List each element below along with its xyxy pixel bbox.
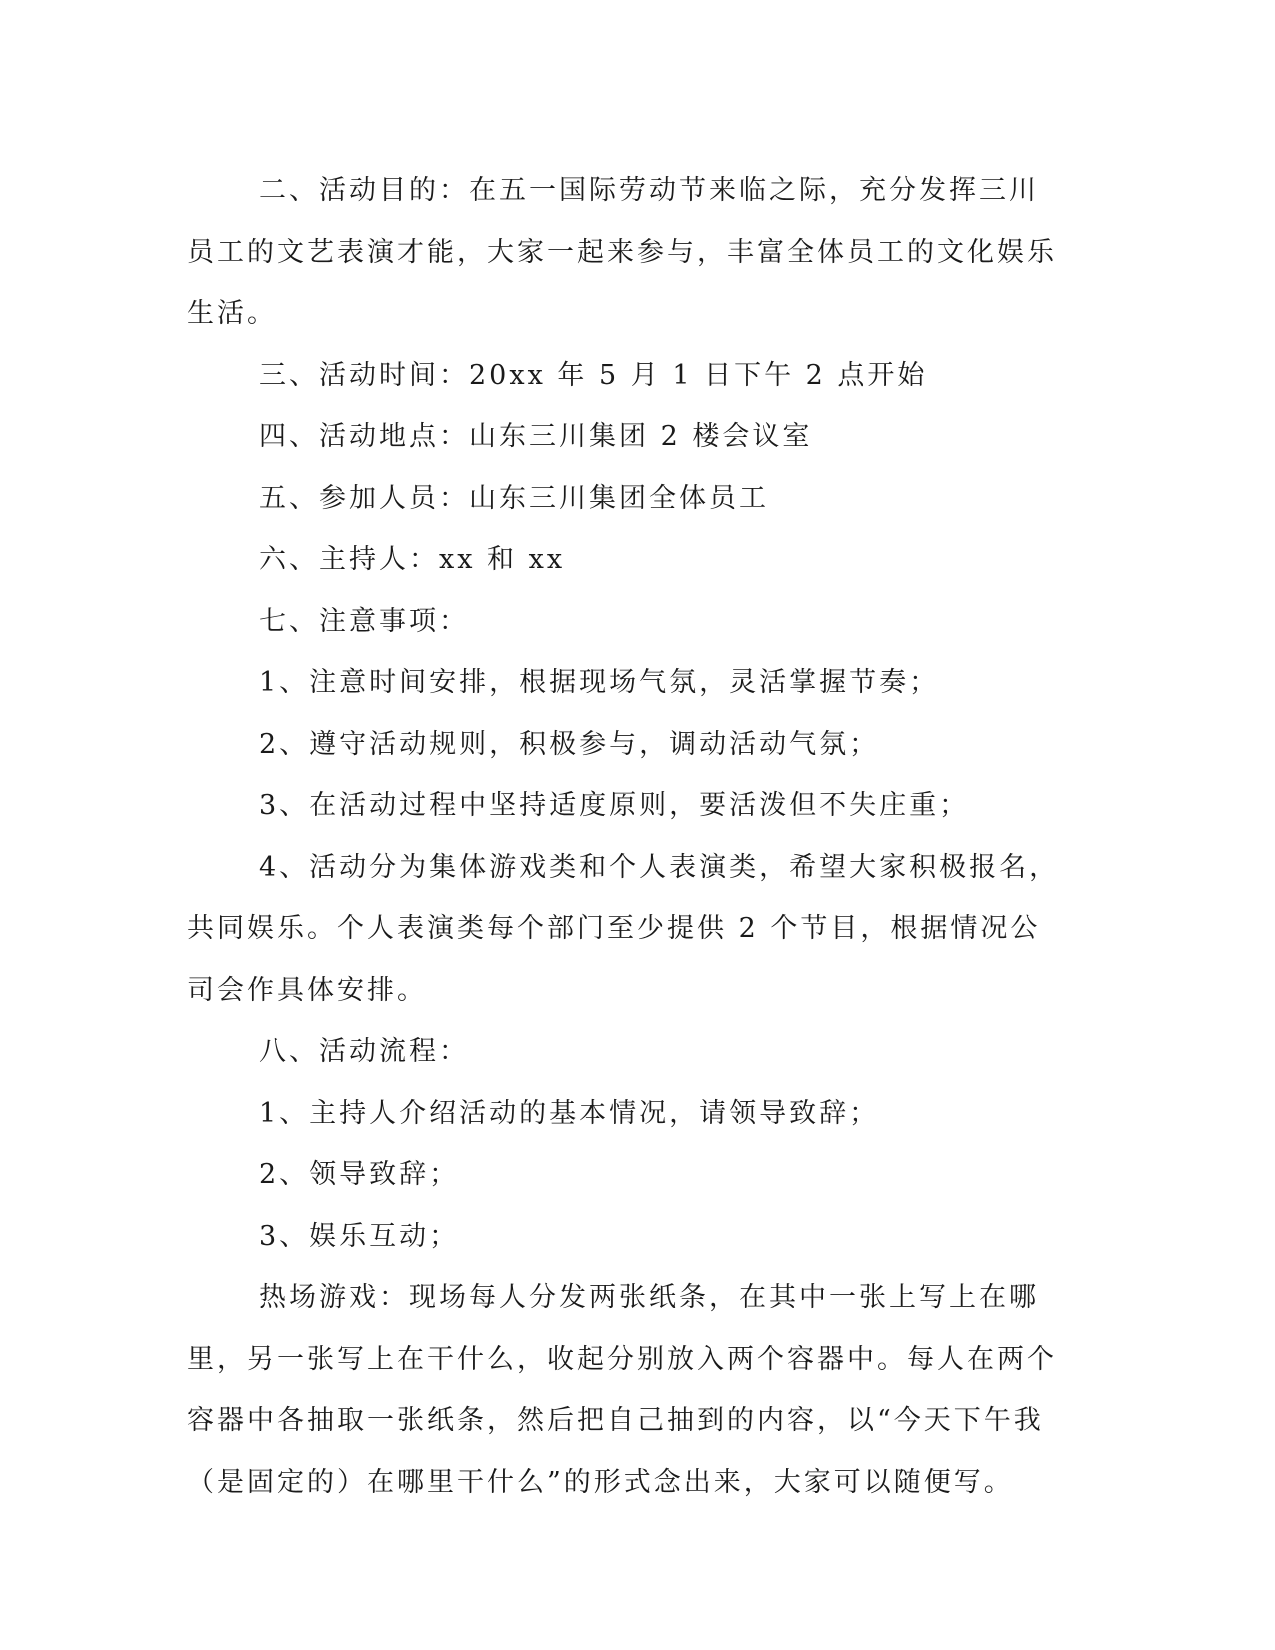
paragraph-location: 四、活动地点：山东三川集团 2 楼会议室 [259,421,813,452]
paragraph-participants: 五、参加人员：山东三川集团全体员工 [259,482,769,514]
paragraph-flow-3: 3、娱乐互动； [259,1220,460,1252]
paragraph-notes-heading: 七、注意事项： [259,605,469,637]
paragraph-purpose: 二、活动目的：在五一国际劳动节来临之际，充分发挥三川员工的文艺表演才能，大家一起来参与，丰富全体员工的文化娱乐生活。 [187,175,1057,329]
paragraph-note-3: 3、在活动过程中坚持适度原则，要活泼但不失庄重； [259,790,970,821]
paragraph-warmup-game: 热场游戏：现场每人分发两张纸条，在其中一张上写上在哪里，另一张写上在干什么，收起分别放入两个容器中。每人在两个容器中各抽取一张纸条，然后把自己抽到的内容，以“今天下午我（是固定的）在哪里干什么”的形式念出来，大家可以随便写。 [187,1282,1057,1498]
paragraph-time: 三、活动时间：20xx 年 5 月 1 日下午 2 点开始 [259,359,928,391]
paragraph-flow-heading: 八、活动流程： [259,1036,469,1067]
paragraph-note-1: 1、注意时间安排，根据现场气氛，灵活掌握节奏； [259,667,940,698]
paragraph-flow-1: 1、主持人介绍活动的基本情况，请领导致辞； [259,1097,880,1129]
paragraph-hosts: 六、主持人：xx 和 xx [259,544,566,575]
paragraph-note-2: 2、遵守活动规则，积极参与，调动活动气氛； [259,728,880,760]
paragraph-flow-2: 2、领导致辞； [259,1159,460,1190]
paragraph-note-4: 4、活动分为集体游戏类和个人表演类，希望大家积极报名，共同娱乐。个人表演类每个部门至少提供 2 个节目，根据情况公司会作具体安排。 [187,851,1060,1006]
document-body [187,160,1067,1513]
